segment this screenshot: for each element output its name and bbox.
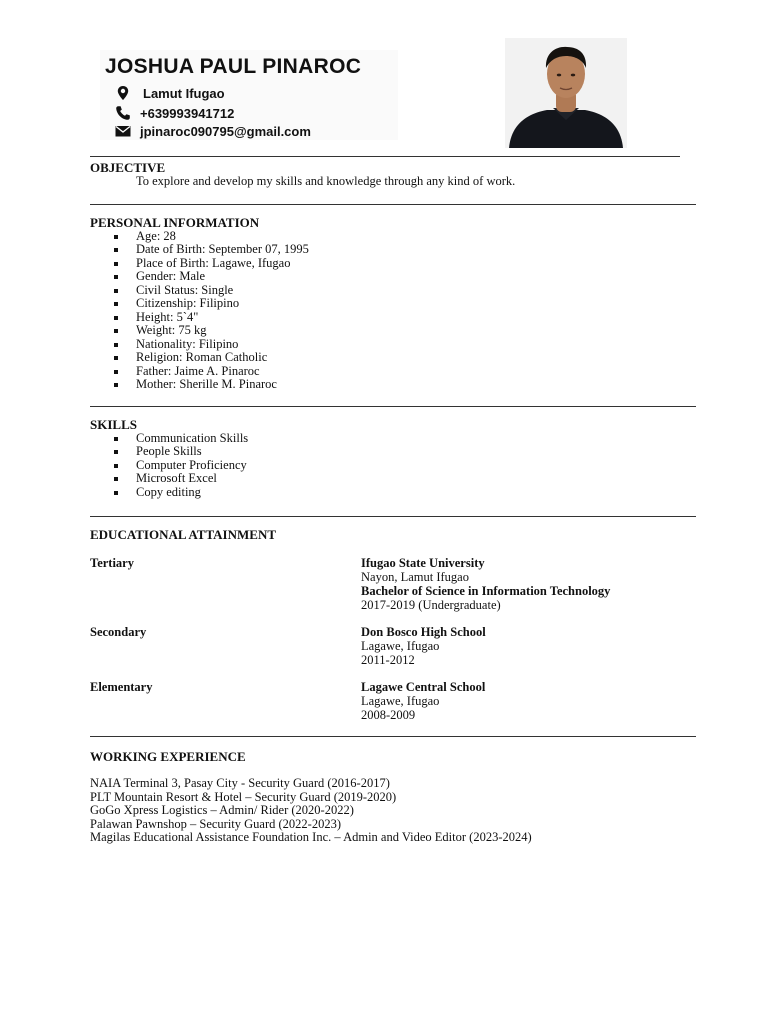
list-item: Mother: Sherille M. Pinaroc	[112, 378, 309, 391]
list-item: Computer Proficiency	[112, 459, 248, 472]
education-divider	[90, 736, 696, 737]
location-pin-icon	[115, 85, 131, 101]
contact-address	[115, 84, 225, 102]
contact-email	[115, 122, 311, 140]
secondary-label: Secondary	[90, 625, 147, 639]
list-item: Citizenship: Filipino	[112, 297, 309, 310]
personal-info-divider	[90, 406, 696, 407]
tertiary-degree: Bachelor of Science in Information Technology	[361, 584, 611, 598]
elementary-label: Elementary	[90, 680, 153, 694]
list-item: Place of Birth: Lagawe, Ifugao	[112, 257, 309, 270]
elementary-details	[361, 680, 485, 722]
education-title: EDUCATIONAL ATTAINMENT	[90, 527, 276, 542]
list-item: Age: 28	[112, 230, 309, 243]
elementary-school: Lagawe Central School	[361, 680, 486, 694]
secondary-years: 2011-2012	[361, 653, 415, 667]
skills-divider	[90, 516, 696, 517]
skills-title: SKILLS	[90, 417, 137, 432]
objective-text: To explore and develop my skills and knowledge through any kind of work.	[136, 174, 516, 188]
phone-icon	[115, 105, 131, 121]
list-item: Civil Status: Single	[112, 284, 309, 297]
tertiary-location: Nayon, Lamut Ifugao	[361, 570, 469, 584]
list-item: Height: 5`4"	[112, 311, 309, 324]
objective-divider	[90, 204, 696, 205]
work-item: Magilas Educational Assistance Foundation Inc. – Admin and Video Editor (2023-2024)	[90, 830, 532, 844]
tertiary-school: Ifugao State University	[361, 556, 485, 570]
list-item: Copy editing	[112, 486, 248, 499]
list-item: Religion: Roman Catholic	[112, 351, 309, 364]
envelope-icon	[115, 123, 131, 139]
secondary-school: Don Bosco High School	[361, 625, 486, 639]
profile-photo	[505, 38, 627, 148]
list-item: Weight: 75 kg	[112, 324, 309, 337]
elementary-location: Lagawe, Ifugao	[361, 694, 440, 708]
list-item: Communication Skills	[112, 432, 248, 445]
work-list	[90, 777, 532, 845]
list-item: Microsoft Excel	[112, 472, 248, 485]
secondary-details	[361, 625, 486, 667]
work-item: PLT Mountain Resort & Hotel – Security Guard (2019-2020)	[90, 789, 397, 804]
applicant-name: JOSHUA PAUL PINAROC	[105, 55, 362, 78]
list-item: Nationality: Filipino	[112, 338, 309, 351]
header-divider	[90, 156, 680, 157]
elementary-years: 2008-2009	[361, 708, 416, 722]
address-text: Lamut Ifugao	[143, 85, 225, 101]
work-item: NAIA Terminal 3, Pasay City - Security Guard (2016-2017)	[90, 776, 390, 790]
work-title: WORKING EXPERIENCE	[90, 749, 246, 764]
work-item: Palawan Pawnshop – Security Guard (2022-2023)	[90, 816, 341, 831]
email-text: jpinaroc090795@gmail.com	[140, 123, 311, 139]
tertiary-details	[361, 556, 610, 612]
phone-text: +639993941712	[140, 105, 235, 121]
tertiary-years: 2017-2019 (Undergraduate)	[361, 598, 501, 612]
objective-title: OBJECTIVE	[90, 160, 166, 175]
secondary-location: Lagawe, Ifugao	[361, 639, 440, 653]
work-item: GoGo Xpress Logistics – Admin/ Rider (2020-2022)	[90, 803, 354, 817]
list-item: Gender: Male	[112, 270, 309, 283]
contact-phone	[115, 104, 234, 122]
list-item: Father: Jaime A. Pinaroc	[112, 365, 309, 378]
personal-info-title: PERSONAL INFORMATION	[90, 215, 260, 230]
list-item: Date of Birth: September 07, 1995	[112, 243, 309, 256]
tertiary-label: Tertiary	[90, 556, 134, 570]
list-item: People Skills	[112, 445, 248, 458]
personal-info-list	[112, 230, 309, 391]
skills-list	[112, 432, 248, 499]
